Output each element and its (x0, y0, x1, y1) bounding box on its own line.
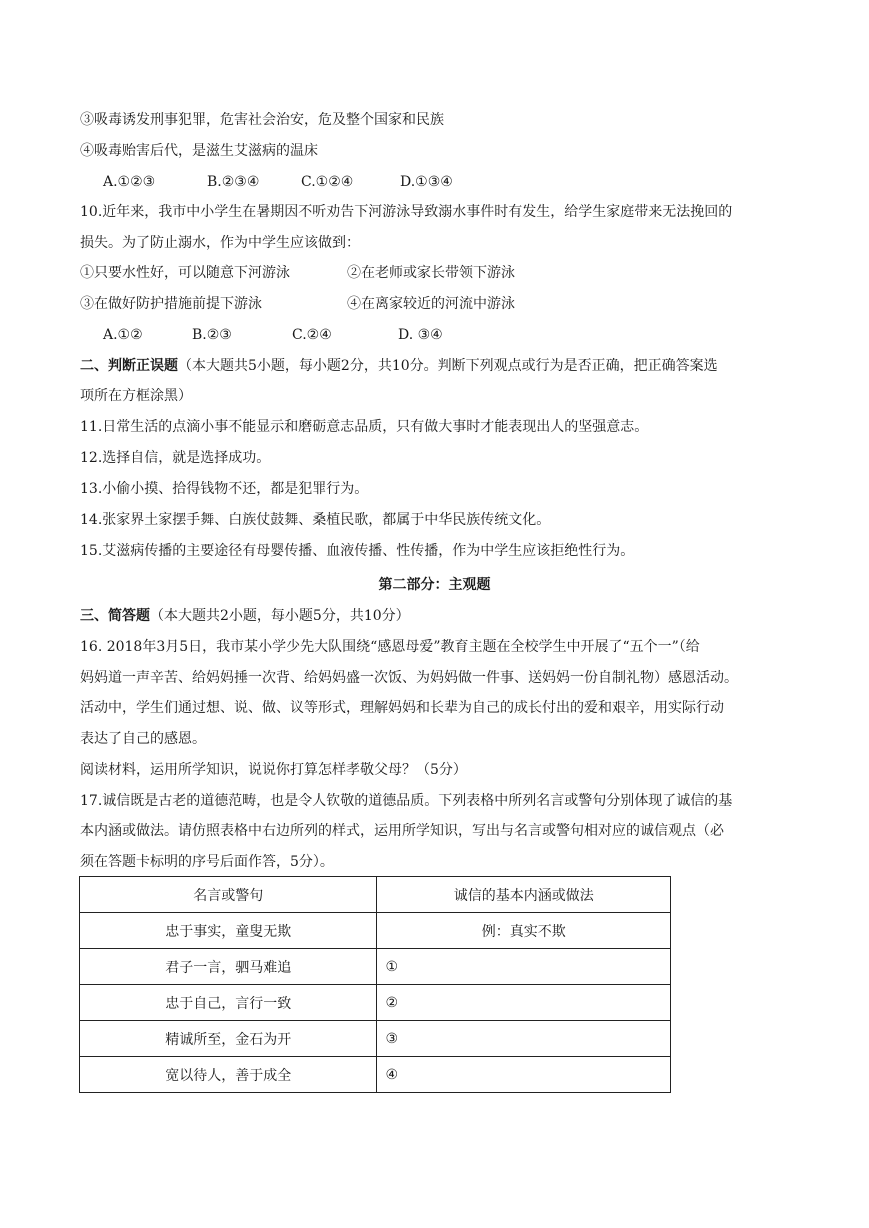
q10-options (103, 325, 443, 345)
q16-line-1: 16. 2018年3月5日，我市某小学少先大队围绕“感恩母爱”教育主题在全校学生中开展了“五个一”（给 (80, 639, 700, 655)
q16-prompt: 阅读材料，运用所学知识，说说你打算怎样孝敬父母？（5分） (80, 762, 467, 778)
section-2-desc-2: 项所在方框涂黑） (80, 388, 192, 404)
table-cell-answer: ③ (377, 1021, 671, 1057)
q10-option-c: C.②④ (292, 327, 332, 343)
q10-items-row-1 (80, 263, 515, 283)
q17-line-1: 17.诚信既是古老的道德范畴，也是令人钦敬的道德品质。下列表格中所列名言或警句分别体现了诚信的基 (80, 793, 733, 809)
q10-items-row-2 (80, 294, 515, 314)
table-cell-quote: 宽以待人，善于成全 (80, 1057, 377, 1093)
table-row (80, 985, 671, 1021)
q13-statement: 13.小偷小摸、拾得钱物不还，都是犯罪行为。 (80, 481, 369, 497)
q17-line-2: 本内涵或做法。请仿照表格中右边所列的样式，运用所学知识，写出与名言或警句相对应的诚信观点（必 (80, 823, 724, 839)
q10-item-4: ④在离家较近的河流中游泳 (347, 296, 515, 312)
table-cell-quote: 忠于自己，言行一致 (80, 985, 377, 1021)
q17-line-3: 须在答题卡标明的序号后面作答，5分）。 (80, 854, 334, 870)
table-cell-answer: 例：真实不欺 (377, 913, 671, 949)
part-2-title: 第二部分：主观题 (378, 577, 491, 593)
q10-stem-line-1: 10.近年来，我市中小学生在暑期因不听劝告下河游泳导致溺水事件时有发生，给学生家庭带来无法挽回的 (80, 204, 733, 220)
section-2-header (80, 356, 718, 376)
table-header-cell: 名言或警句 (80, 877, 377, 913)
section-2-heading: 二、判断正误题 (80, 358, 178, 374)
table-cell-quote: 忠于事实，童叟无欺 (80, 913, 377, 949)
q9-option-c: C.①②④ (301, 174, 354, 190)
q10-item-1: ①只要水性好，可以随意下河游泳 (80, 265, 290, 281)
q12-statement: 12.选择自信，就是选择成功。 (80, 450, 271, 466)
table-cell-answer: ② (377, 985, 671, 1021)
table-cell-answer: ① (377, 949, 671, 985)
q10-item-3: ③在做好防护措施前提下游泳 (80, 296, 262, 312)
section-3-header (80, 606, 410, 626)
q9-options (103, 172, 453, 192)
table-cell-answer: ④ (377, 1057, 671, 1093)
q10-item-2: ②在老师或家长带领下游泳 (347, 265, 515, 281)
q16-line-3: 活动中，学生们通过想、说、做、议等形式，理解妈妈和长辈为自己的成长付出的爱和艰辛，用实际行动 (80, 700, 724, 716)
section-2-desc-1: （本大题共5小题，每小题2分，共10分。判断下列观点或行为是否正确，把正确答案选 (178, 358, 718, 374)
q16-line-4: 表达了自己的感恩。 (80, 731, 206, 747)
table-row (80, 1021, 671, 1057)
q10-stem-line-2: 损失。为了防止溺水，作为中学生应该做到： (80, 235, 360, 251)
q15-statement: 15.艾滋病传播的主要途径有母婴传播、血液传播、性传播，作为中学生应该拒绝性行为。 (80, 543, 635, 559)
q10-option-d: D. ③④ (398, 327, 443, 343)
table-cell-quote: 精诚所至，金石为开 (80, 1021, 377, 1057)
q14-statement: 14.张家界土家摆手舞、白族仗鼓舞、桑植民歌，都属于中华民族传统文化。 (80, 512, 551, 528)
section-3-desc: （本大题共2小题，每小题5分，共10分） (150, 608, 410, 624)
q9-option-d: D.①③④ (400, 174, 453, 190)
q10-option-a: A.①② (103, 327, 143, 343)
table-row (80, 913, 671, 949)
table-row (80, 949, 671, 985)
q9-option-a: A.①②③ (103, 174, 156, 190)
q9-item-4: ④吸毒贻害后代，是滋生艾滋病的温床 (80, 143, 318, 159)
table-header-cell: 诚信的基本内涵或做法 (377, 877, 671, 913)
table-cell-quote: 君子一言，驷马难追 (80, 949, 377, 985)
integrity-table (79, 876, 671, 1093)
q9-option-b: B.②③④ (207, 174, 260, 190)
table-header-row (80, 877, 671, 913)
section-3-heading: 三、简答题 (80, 608, 150, 624)
q16-line-2: 妈妈道一声辛苦、给妈妈捶一次背、给妈妈盛一次饭、为妈妈做一件事、送妈妈一份自制礼物）感恩活动。 (80, 670, 738, 686)
q11-statement: 11.日常生活的点滴小事不能显示和磨砺意志品质，只有做大事时才能表现出人的坚强意志。 (80, 419, 649, 435)
table-row (80, 1057, 671, 1093)
q10-option-b: B.②③ (192, 327, 232, 343)
q9-item-3: ③吸毒诱发刑事犯罪，危害社会治安，危及整个国家和民族 (80, 112, 444, 128)
